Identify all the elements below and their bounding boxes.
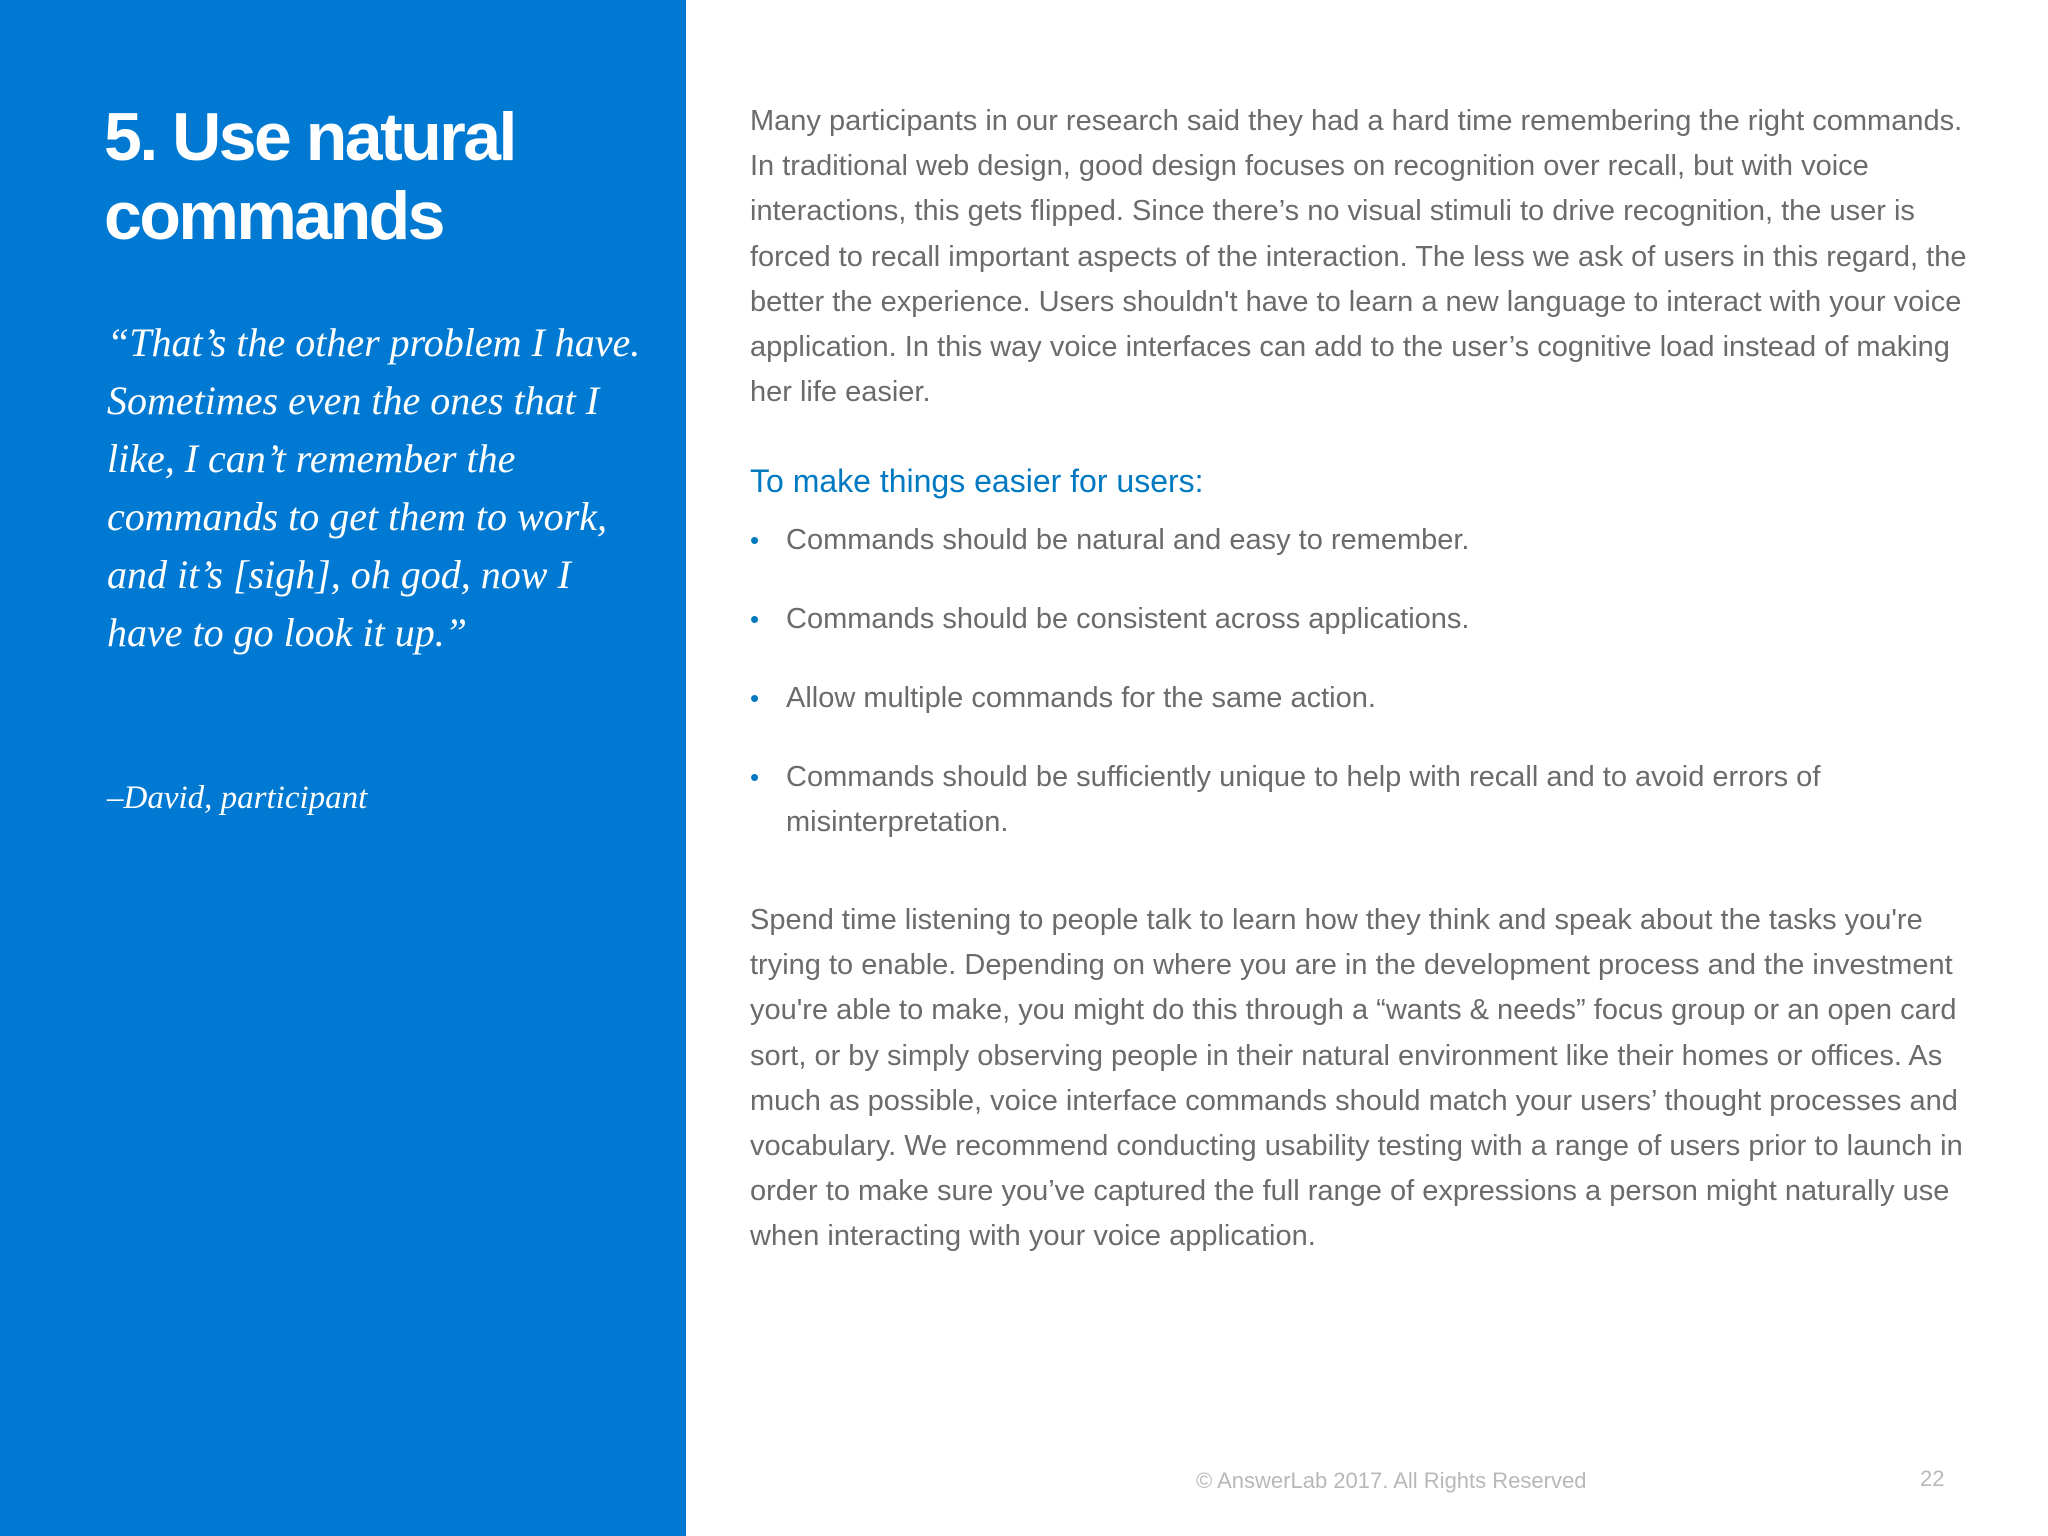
list-item-text: Commands should be consistent across applications.	[786, 603, 1470, 635]
page-title: 5. Use natural commands	[104, 99, 515, 254]
quote-sidebar	[0, 0, 686, 1536]
list-item-text: Commands should be natural and easy to remember.	[786, 524, 1470, 556]
tips-heading: To make things easier for users:	[750, 463, 1204, 499]
list-item-text: Commands should be sufficiently unique to help with recall and to avoid errors of misinterpretation.	[786, 761, 1821, 839]
page-number: 22	[1920, 1466, 1945, 1491]
participant-quote: “That’s the other problem I have. Sometimes even the ones that I like, I can’t remember the commands to get them to work, and it’s [sigh], oh god, now I have to go look it up.”	[107, 320, 641, 655]
list-item	[750, 518, 1980, 563]
intro-paragraph: Many participants in our research said they had a hard time remembering the right commands. In traditional web design, good design focuses on recognition over recall, but with voice interactions, this gets flipped. Since there’s no visual stimuli to drive recognition, the user is forced to recall important aspects of the interaction. The less we ask of users in this regard, the better the experience. Users shouldn't have to learn a new language to interact with your voice application. In this way voice interfaces can add to the user’s cognitive load instead of making her life easier.	[750, 105, 1967, 409]
bullet-icon: •	[750, 604, 760, 634]
bullet-icon: •	[750, 762, 760, 792]
list-item	[750, 597, 1980, 642]
quote-attribution: –David, participant	[107, 780, 368, 816]
list-item-text: Allow multiple commands for the same action.	[786, 682, 1376, 714]
footer-copyright: © AnswerLab 2017. All Rights Reserved	[1196, 1468, 1587, 1493]
bullet-icon: •	[750, 683, 760, 713]
bullet-icon: •	[750, 525, 760, 555]
list-item	[750, 755, 1980, 845]
closing-paragraph: Spend time listening to people talk to learn how they think and speak about the tasks you're trying to enable. Depending on where you are in the development process and the investment you're able to make, you might do this through a “wants & needs” focus group or an open card sort, or by simply observing people in their natural environment like their homes or offices. As much as possible, voice interface commands should match your users’ thought processes and vocabulary. We recommend conducting usability testing with a range of users prior to launch in order to make sure you’ve captured the full range of expressions a person might naturally use when interacting with your voice application.	[750, 904, 1963, 1253]
list-item	[750, 676, 1980, 721]
